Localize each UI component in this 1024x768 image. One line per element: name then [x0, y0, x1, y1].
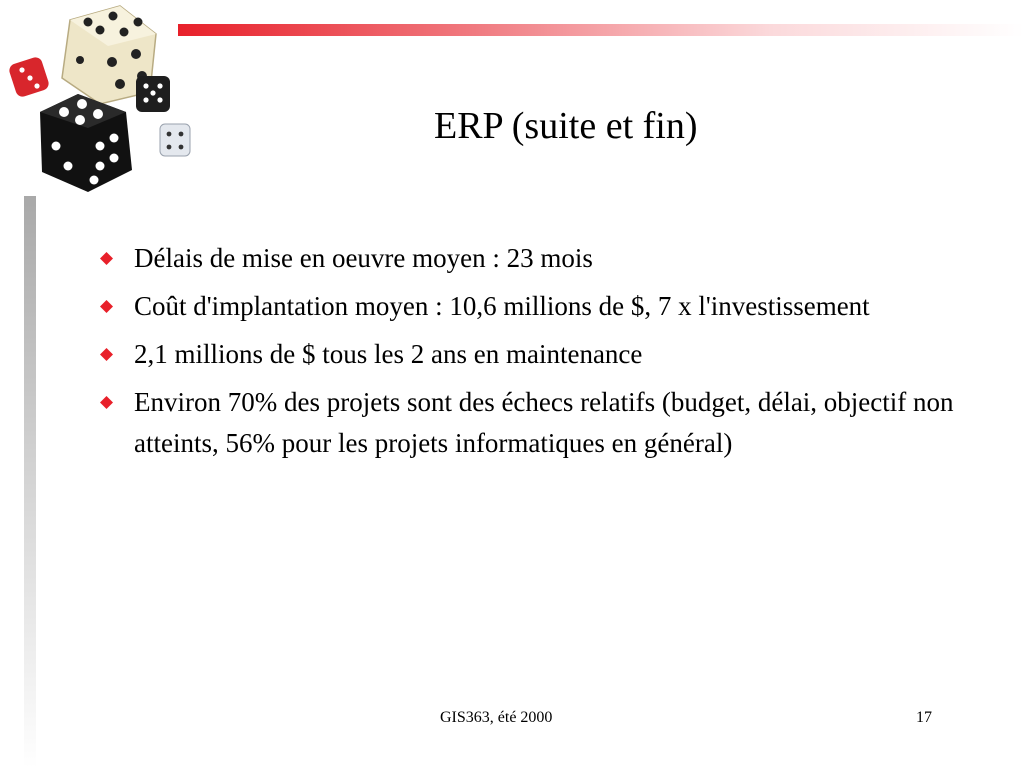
bullet-list	[96, 238, 956, 471]
red-diamond-bullet-icon	[100, 348, 113, 361]
bullet-text: Environ 70% des projets sont des échecs relatifs (budget, délai, objectif non atteints, 56% pour les projets informatiques en général)	[134, 387, 954, 458]
footer-course: GIS363, été 2000	[440, 709, 553, 726]
slide-title: ERP (suite et fin)	[434, 105, 698, 147]
red-diamond-bullet-icon	[100, 300, 113, 313]
bullet-text: Délais de mise en oeuvre moyen : 23 mois	[134, 243, 593, 273]
bullet-item	[96, 382, 956, 464]
black-die-icon	[40, 94, 132, 192]
left-accent-bar	[24, 196, 36, 768]
top-accent-bar	[178, 24, 1024, 36]
red-die-icon	[8, 56, 51, 99]
dice-icon	[0, 0, 200, 200]
bullet-text: 2,1 millions de $ tous les 2 ans en maintenance	[134, 339, 643, 369]
bullet-item	[96, 286, 956, 327]
red-diamond-bullet-icon	[100, 252, 113, 265]
red-diamond-bullet-icon	[100, 396, 113, 409]
bullet-item	[96, 238, 956, 279]
bullet-text: Coût d'implantation moyen : 10,6 millions de $, 7 x l'investissement	[134, 291, 870, 321]
small-dark-die-icon	[136, 76, 170, 112]
bullet-item	[96, 334, 956, 375]
small-white-die-icon	[160, 124, 190, 156]
page-number: 17	[916, 709, 932, 726]
